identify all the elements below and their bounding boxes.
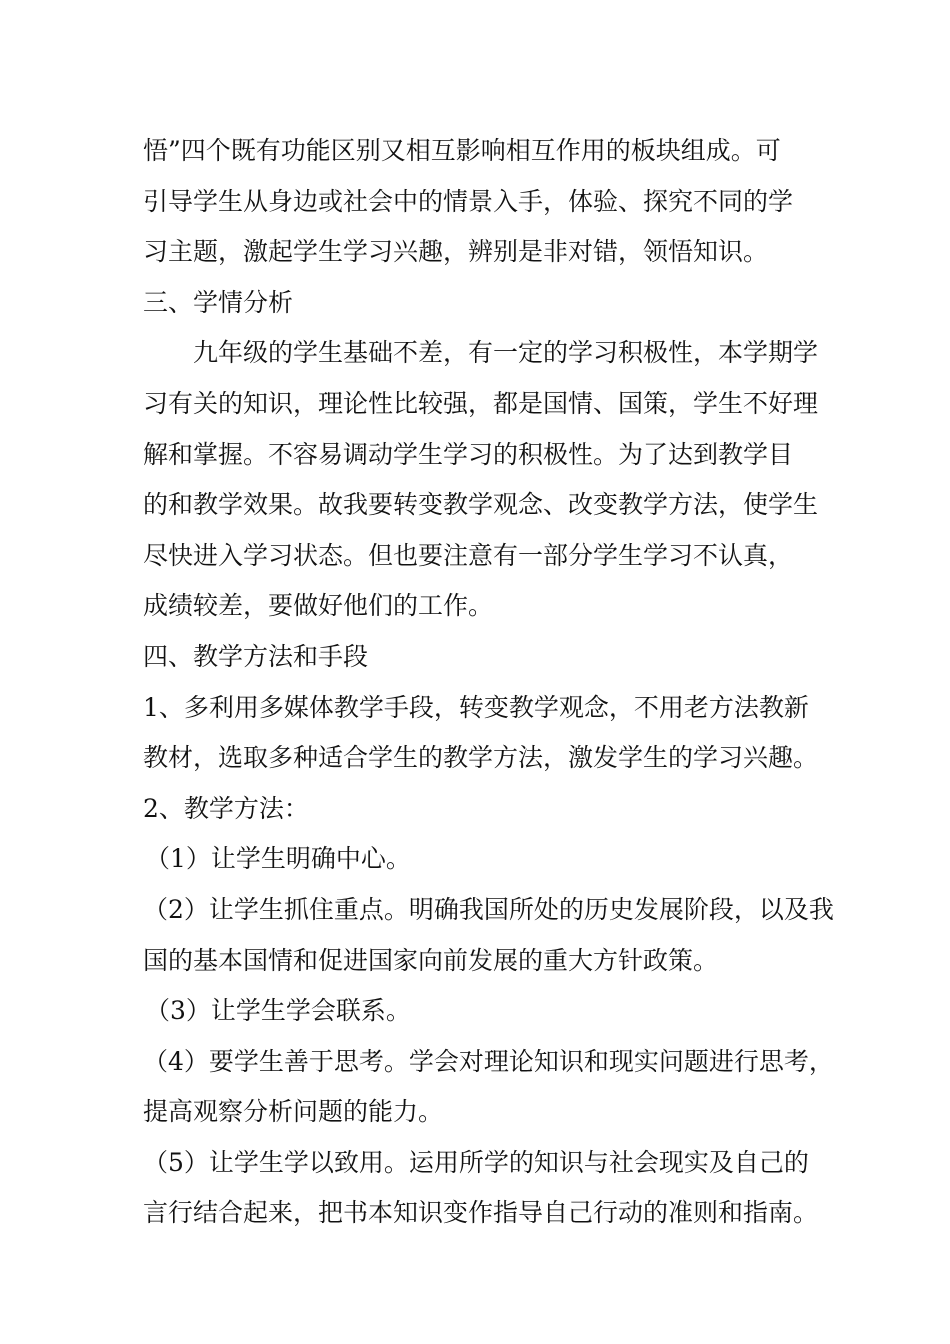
section-heading: 三、学情分析 xyxy=(143,287,294,317)
list-item: （5）让学生学以致用。运用所学的知识与社会现实及自己的 xyxy=(143,1147,809,1177)
paragraph-line: 习主题，激起学生学习兴趣，辨别是非对错，领悟知识。 xyxy=(143,237,769,267)
paragraph-line: 言行结合起来，把书本知识变作指导自己行动的准则和指南。 xyxy=(143,1198,819,1228)
paragraph-line: 九年级的学生基础不差，有一定的学习积极性，本学期学 xyxy=(193,338,819,368)
paragraph-line: 习有关的知识，理论性比较强，都是国情、国策，学生不好理 xyxy=(143,388,819,418)
paragraph-line: 提高观察分析问题的能力。 xyxy=(143,1097,444,1127)
list-item: （3）让学生学会联系。 xyxy=(145,996,411,1026)
paragraph-line: 国的基本国情和促进国家向前发展的重大方针政策。 xyxy=(143,945,719,975)
paragraph-line: 引导学生从身边或社会中的情景入手，体验、探究不同的学 xyxy=(143,186,794,216)
section-heading: 四、教学方法和手段 xyxy=(143,641,369,671)
list-item: （2）让学生抓住重点。明确我国所处的历史发展阶段，以及我 xyxy=(143,894,834,924)
paragraph-line: 悟”四个既有功能区别又相互影响相互作用的板块组成。可 xyxy=(143,136,781,165)
paragraph-line: 成绩较差，要做好他们的工作。 xyxy=(143,591,494,621)
list-item: （4）要学生善于思考。学会对理论知识和现实问题进行思考， xyxy=(143,1046,834,1076)
document-body xyxy=(143,126,834,1239)
paragraph-line: 的和教学效果。故我要转变教学观念、改变教学方法，使学生 xyxy=(143,490,819,520)
list-item: （1）让学生明确中心。 xyxy=(145,844,411,874)
paragraph-line: 解和掌握。不容易调动学生学习的积极性。为了达到教学目 xyxy=(143,439,794,469)
list-item: 2、教学方法： xyxy=(143,793,309,823)
paragraph-line: 教材，选取多种适合学生的教学方法，激发学生的学习兴趣。 xyxy=(143,743,819,773)
paragraph-line: 尽快进入学习状态。但也要注意有一部分学生学习不认真， xyxy=(143,540,794,570)
list-item: 1、多利用多媒体教学手段，转变教学观念，不用老方法教新 xyxy=(143,692,809,722)
